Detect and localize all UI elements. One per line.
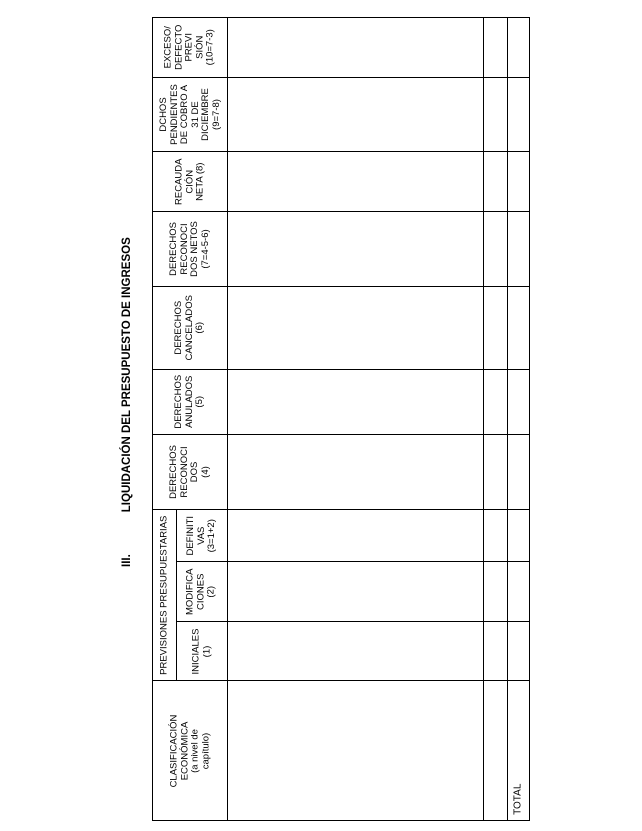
total-label: TOTAL (512, 783, 524, 815)
section-number: III. (121, 554, 133, 567)
section-title-text: LIQUIDACIÓN DEL PRESUPUESTO DE INGRESOS (121, 237, 133, 513)
header-recaudacion: RECAUDA CIÓN NETA (8) (173, 158, 206, 205)
header-derechos-netos: DERECHOS RECONOCI DOS NETOS (7=4-5-6) (168, 221, 211, 277)
header-derechos-cancelados: DERECHOS CANCELADOS (6) (173, 295, 206, 361)
header-modificaciones: MODIFICA CIONES (2) (184, 568, 217, 615)
header-exceso: EXCESO/ DEFECTO PREVI SIÓN (10=7-3) (162, 24, 216, 71)
header-definitivas: DEFINITI VAS (3=1+2) (184, 515, 217, 556)
header-clasificacion: CLASIFICACIÓN ECONÓMICA (a nivel de capítulo) (167, 714, 211, 787)
liquidation-table (152, 17, 530, 821)
header-pendientes: DCHOS PENDIENTES DE COBRO A 31 DE DICIEMBRE (9=7-8) (157, 84, 221, 145)
header-derechos-anulados: DERECHOS ANULADOS (5) (173, 375, 206, 429)
header-iniciales: INICIALES (1) (190, 628, 212, 674)
header-derechos-reconocidos: DERECHOS RECONOCI DOS (4) (168, 445, 211, 499)
header-previsiones-group: PREVISIONES PRESUPUESTARIAS (158, 515, 170, 675)
